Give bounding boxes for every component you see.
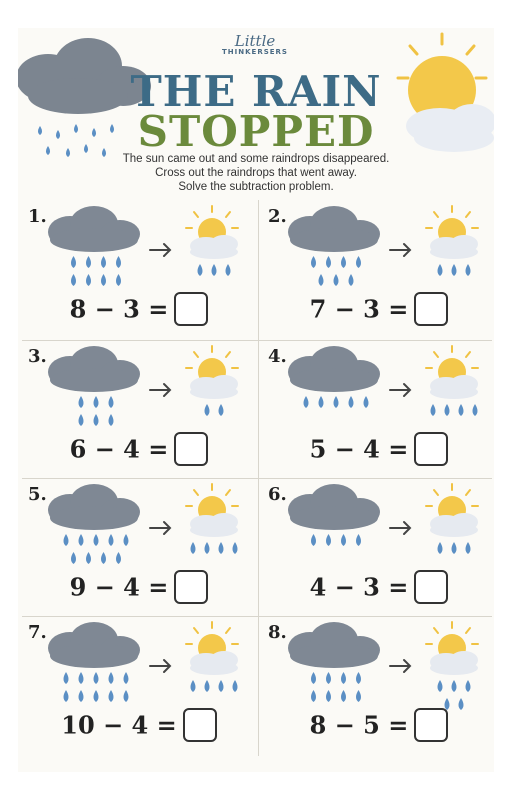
problem-scene: [262, 480, 496, 580]
raindrop-icon[interactable]: [452, 542, 457, 554]
raindrop-icon[interactable]: [445, 404, 450, 416]
raindrop-icon[interactable]: [205, 404, 210, 416]
problem-number: 7.: [28, 622, 47, 643]
raindrop-icon[interactable]: [124, 690, 129, 702]
raindrop-icon[interactable]: [219, 542, 224, 554]
rain-cloud-icon: [48, 346, 140, 392]
problem-6: [262, 480, 496, 618]
minuend: 9: [69, 572, 87, 602]
answer-box[interactable]: [174, 292, 208, 326]
raindrop-icon[interactable]: [356, 690, 361, 702]
arrow-right-icon: [150, 660, 170, 672]
raindrop-icon[interactable]: [341, 690, 346, 702]
minuend: 8: [309, 710, 327, 740]
raindrop-icon[interactable]: [124, 534, 129, 546]
raindrop-icon[interactable]: [319, 396, 324, 408]
raindrop-icon[interactable]: [452, 680, 457, 692]
equals-sign: =: [388, 294, 409, 324]
minus-sign: −: [94, 294, 115, 324]
problem-scene: [22, 202, 256, 302]
problem-3: [22, 342, 256, 480]
minuend: 4: [309, 572, 327, 602]
raindrop-icon[interactable]: [94, 672, 99, 684]
raindrop-icon[interactable]: [191, 680, 196, 692]
equals-sign: =: [148, 434, 169, 464]
raindrop-icon[interactable]: [101, 274, 106, 286]
raindrop-icon[interactable]: [326, 534, 331, 546]
problem-number: 6.: [268, 484, 287, 505]
grid-divider-vertical: [258, 200, 259, 756]
logo-script-text: Little: [234, 32, 276, 50]
raindrop-icon[interactable]: [319, 274, 324, 286]
raindrop-icon[interactable]: [233, 680, 238, 692]
problem-1: [22, 202, 256, 340]
white-cloud-icon: [190, 375, 238, 399]
raindrop-icon[interactable]: [364, 396, 369, 408]
problem-scene: [262, 618, 496, 718]
minus-sign: −: [94, 572, 115, 602]
raindrop-icon[interactable]: [116, 256, 121, 268]
subtrahend: 3: [363, 294, 380, 324]
raindrop-icon[interactable]: [116, 552, 121, 564]
raindrop-icon[interactable]: [219, 404, 224, 416]
instruction-line-1: The sun came out and some raindrops disappeared.: [122, 153, 390, 165]
subtraction-equation: [22, 292, 256, 326]
subtrahend: 4: [363, 434, 380, 464]
raindrop-icon[interactable]: [101, 552, 106, 564]
raindrop-icon[interactable]: [191, 542, 196, 554]
raindrop-icon[interactable]: [109, 414, 114, 426]
raindrop-icon[interactable]: [79, 396, 84, 408]
white-cloud-icon: [430, 651, 478, 675]
problem-scene: [262, 202, 496, 302]
minus-sign: −: [334, 572, 355, 602]
raindrop-icon[interactable]: [116, 274, 121, 286]
arrow-right-icon: [390, 244, 410, 256]
equals-sign: =: [388, 434, 409, 464]
raindrop-icon[interactable]: [341, 256, 346, 268]
raindrop-icon[interactable]: [109, 396, 114, 408]
rain-cloud-icon: [48, 622, 140, 668]
problem-number: 3.: [28, 346, 47, 367]
instruction-line-3: Solve the subtraction problem.: [178, 181, 334, 193]
raindrop-icon[interactable]: [109, 534, 114, 546]
answer-box[interactable]: [414, 432, 448, 466]
subtraction-equation: [262, 570, 496, 604]
rain-cloud-icon: [48, 206, 140, 252]
raindrop-icon[interactable]: [86, 552, 91, 564]
arrow-right-icon: [390, 384, 410, 396]
white-cloud-icon: [190, 651, 238, 675]
arrow-right-icon: [150, 522, 170, 534]
raindrop-icon[interactable]: [64, 690, 69, 702]
raindrop-icon[interactable]: [109, 672, 114, 684]
raindrop-icon[interactable]: [341, 672, 346, 684]
raindrop-icon[interactable]: [79, 534, 84, 546]
raindrop-icon[interactable]: [431, 404, 436, 416]
raindrop-icon[interactable]: [198, 264, 203, 276]
white-cloud-icon: [190, 235, 238, 259]
subtraction-equation: [262, 708, 496, 742]
equals-sign: =: [388, 710, 409, 740]
rain-cloud-icon: [288, 346, 380, 392]
raindrop-icon[interactable]: [304, 396, 309, 408]
raindrop-icon[interactable]: [459, 404, 464, 416]
raindrop-icon[interactable]: [466, 264, 471, 276]
raindrop-icon[interactable]: [438, 680, 443, 692]
raindrop-icon[interactable]: [109, 690, 114, 702]
subtraction-equation: [262, 432, 496, 466]
raindrop-icon[interactable]: [64, 534, 69, 546]
equals-sign: =: [148, 572, 169, 602]
raindrop-icon[interactable]: [311, 534, 316, 546]
subtraction-equation: [262, 292, 496, 326]
equals-sign: =: [148, 294, 169, 324]
raindrop-icon[interactable]: [205, 680, 210, 692]
raindrop-icon[interactable]: [326, 672, 331, 684]
rain-cloud-icon: [288, 206, 380, 252]
raindrop-icon[interactable]: [71, 552, 76, 564]
raindrop-icon[interactable]: [86, 274, 91, 286]
problem-7: [22, 618, 256, 756]
problem-number: 2.: [268, 206, 287, 227]
raindrop-icon[interactable]: [334, 274, 339, 286]
raindrop-icon[interactable]: [124, 672, 129, 684]
raindrop-icon[interactable]: [205, 542, 210, 554]
subtrahend: 4: [123, 572, 140, 602]
minuend: 10: [61, 710, 95, 740]
equals-sign: =: [156, 710, 177, 740]
problem-scene: [22, 480, 256, 580]
subtraction-equation: [22, 432, 256, 466]
problem-number: 4.: [268, 346, 287, 367]
subtrahend: 4: [123, 434, 140, 464]
subtrahend: 3: [363, 572, 380, 602]
answer-box[interactable]: [414, 292, 448, 326]
title-line-1: THE RAIN: [130, 67, 382, 116]
raindrop-icon[interactable]: [71, 256, 76, 268]
raindrop-icon[interactable]: [94, 396, 99, 408]
arrow-right-icon: [150, 244, 170, 256]
minuend: 7: [309, 294, 327, 324]
raindrop-icon[interactable]: [94, 534, 99, 546]
raindrop-icon[interactable]: [79, 414, 84, 426]
problem-5: [22, 480, 256, 618]
raindrop-icon[interactable]: [71, 274, 76, 286]
raindrop-icon[interactable]: [341, 534, 346, 546]
problem-scene: [22, 342, 256, 442]
rain-cloud-icon: [48, 484, 140, 530]
raindrop-icon[interactable]: [438, 264, 443, 276]
raindrop-icon[interactable]: [311, 690, 316, 702]
raindrop-icon[interactable]: [212, 264, 217, 276]
raindrop-icon[interactable]: [356, 534, 361, 546]
minus-sign: −: [334, 294, 355, 324]
raindrop-icon[interactable]: [349, 396, 354, 408]
minuend: 5: [309, 434, 327, 464]
raindrop-icon[interactable]: [219, 680, 224, 692]
raindrop-icon[interactable]: [326, 690, 331, 702]
title-line-2: STOPPED: [137, 107, 375, 156]
minus-sign: −: [334, 710, 355, 740]
subtrahend: 4: [131, 710, 149, 740]
arrow-right-icon: [150, 384, 170, 396]
logo-caps-text: THINKERSERS: [222, 48, 288, 56]
raindrop-icon[interactable]: [233, 542, 238, 554]
raindrop-icon[interactable]: [226, 264, 231, 276]
raindrop-icon[interactable]: [356, 672, 361, 684]
answer-box[interactable]: [414, 570, 448, 604]
raindrop-icon[interactable]: [79, 690, 84, 702]
problem-4: [262, 342, 496, 480]
white-cloud-icon: [430, 375, 478, 399]
raindrop-icon[interactable]: [311, 672, 316, 684]
equals-sign: =: [388, 572, 409, 602]
white-cloud-icon: [430, 235, 478, 259]
raindrop-icon[interactable]: [452, 264, 457, 276]
raindrop-icon[interactable]: [101, 256, 106, 268]
raindrop-icon[interactable]: [334, 396, 339, 408]
minuend: 6: [69, 434, 87, 464]
grid-divider: [22, 340, 492, 341]
subtraction-equation: [22, 708, 256, 742]
brand-logo: [210, 34, 300, 56]
arrow-right-icon: [390, 660, 410, 672]
minuend: 8: [69, 294, 87, 324]
raindrop-icon[interactable]: [64, 672, 69, 684]
answer-box[interactable]: [414, 708, 448, 742]
raindrop-icon[interactable]: [94, 690, 99, 702]
minus-sign: −: [94, 434, 115, 464]
rain-cloud-icon: [288, 484, 380, 530]
answer-box[interactable]: [183, 708, 217, 742]
subtraction-equation: [22, 570, 256, 604]
arrow-right-icon: [390, 522, 410, 534]
problem-scene: [262, 342, 496, 442]
instruction-line-2: Cross out the raindrops that went away.: [155, 167, 357, 179]
raindrop-icon[interactable]: [326, 256, 331, 268]
instructions: [0, 152, 512, 194]
rain-cloud-icon: [288, 622, 380, 668]
raindrop-icon[interactable]: [466, 680, 471, 692]
subtrahend: 5: [363, 710, 380, 740]
problem-number: 1.: [28, 206, 47, 227]
raindrop-icon[interactable]: [466, 542, 471, 554]
problem-number: 5.: [28, 484, 47, 505]
raindrop-icon[interactable]: [473, 404, 478, 416]
minus-sign: −: [334, 434, 355, 464]
minus-sign: −: [103, 710, 124, 740]
raindrop-icon[interactable]: [79, 672, 84, 684]
raindrop-icon[interactable]: [311, 256, 316, 268]
problem-2: [262, 202, 496, 340]
problem-scene: [22, 618, 256, 718]
problem-number: 8.: [268, 622, 287, 643]
subtrahend: 3: [123, 294, 140, 324]
raindrop-icon[interactable]: [86, 256, 91, 268]
white-cloud-icon: [190, 513, 238, 537]
problem-8: [262, 618, 496, 756]
white-cloud-icon: [430, 513, 478, 537]
raindrop-icon[interactable]: [438, 542, 443, 554]
raindrop-icon[interactable]: [356, 256, 361, 268]
answer-box[interactable]: [174, 570, 208, 604]
answer-box[interactable]: [174, 432, 208, 466]
raindrop-icon[interactable]: [94, 414, 99, 426]
raindrop-icon[interactable]: [349, 274, 354, 286]
